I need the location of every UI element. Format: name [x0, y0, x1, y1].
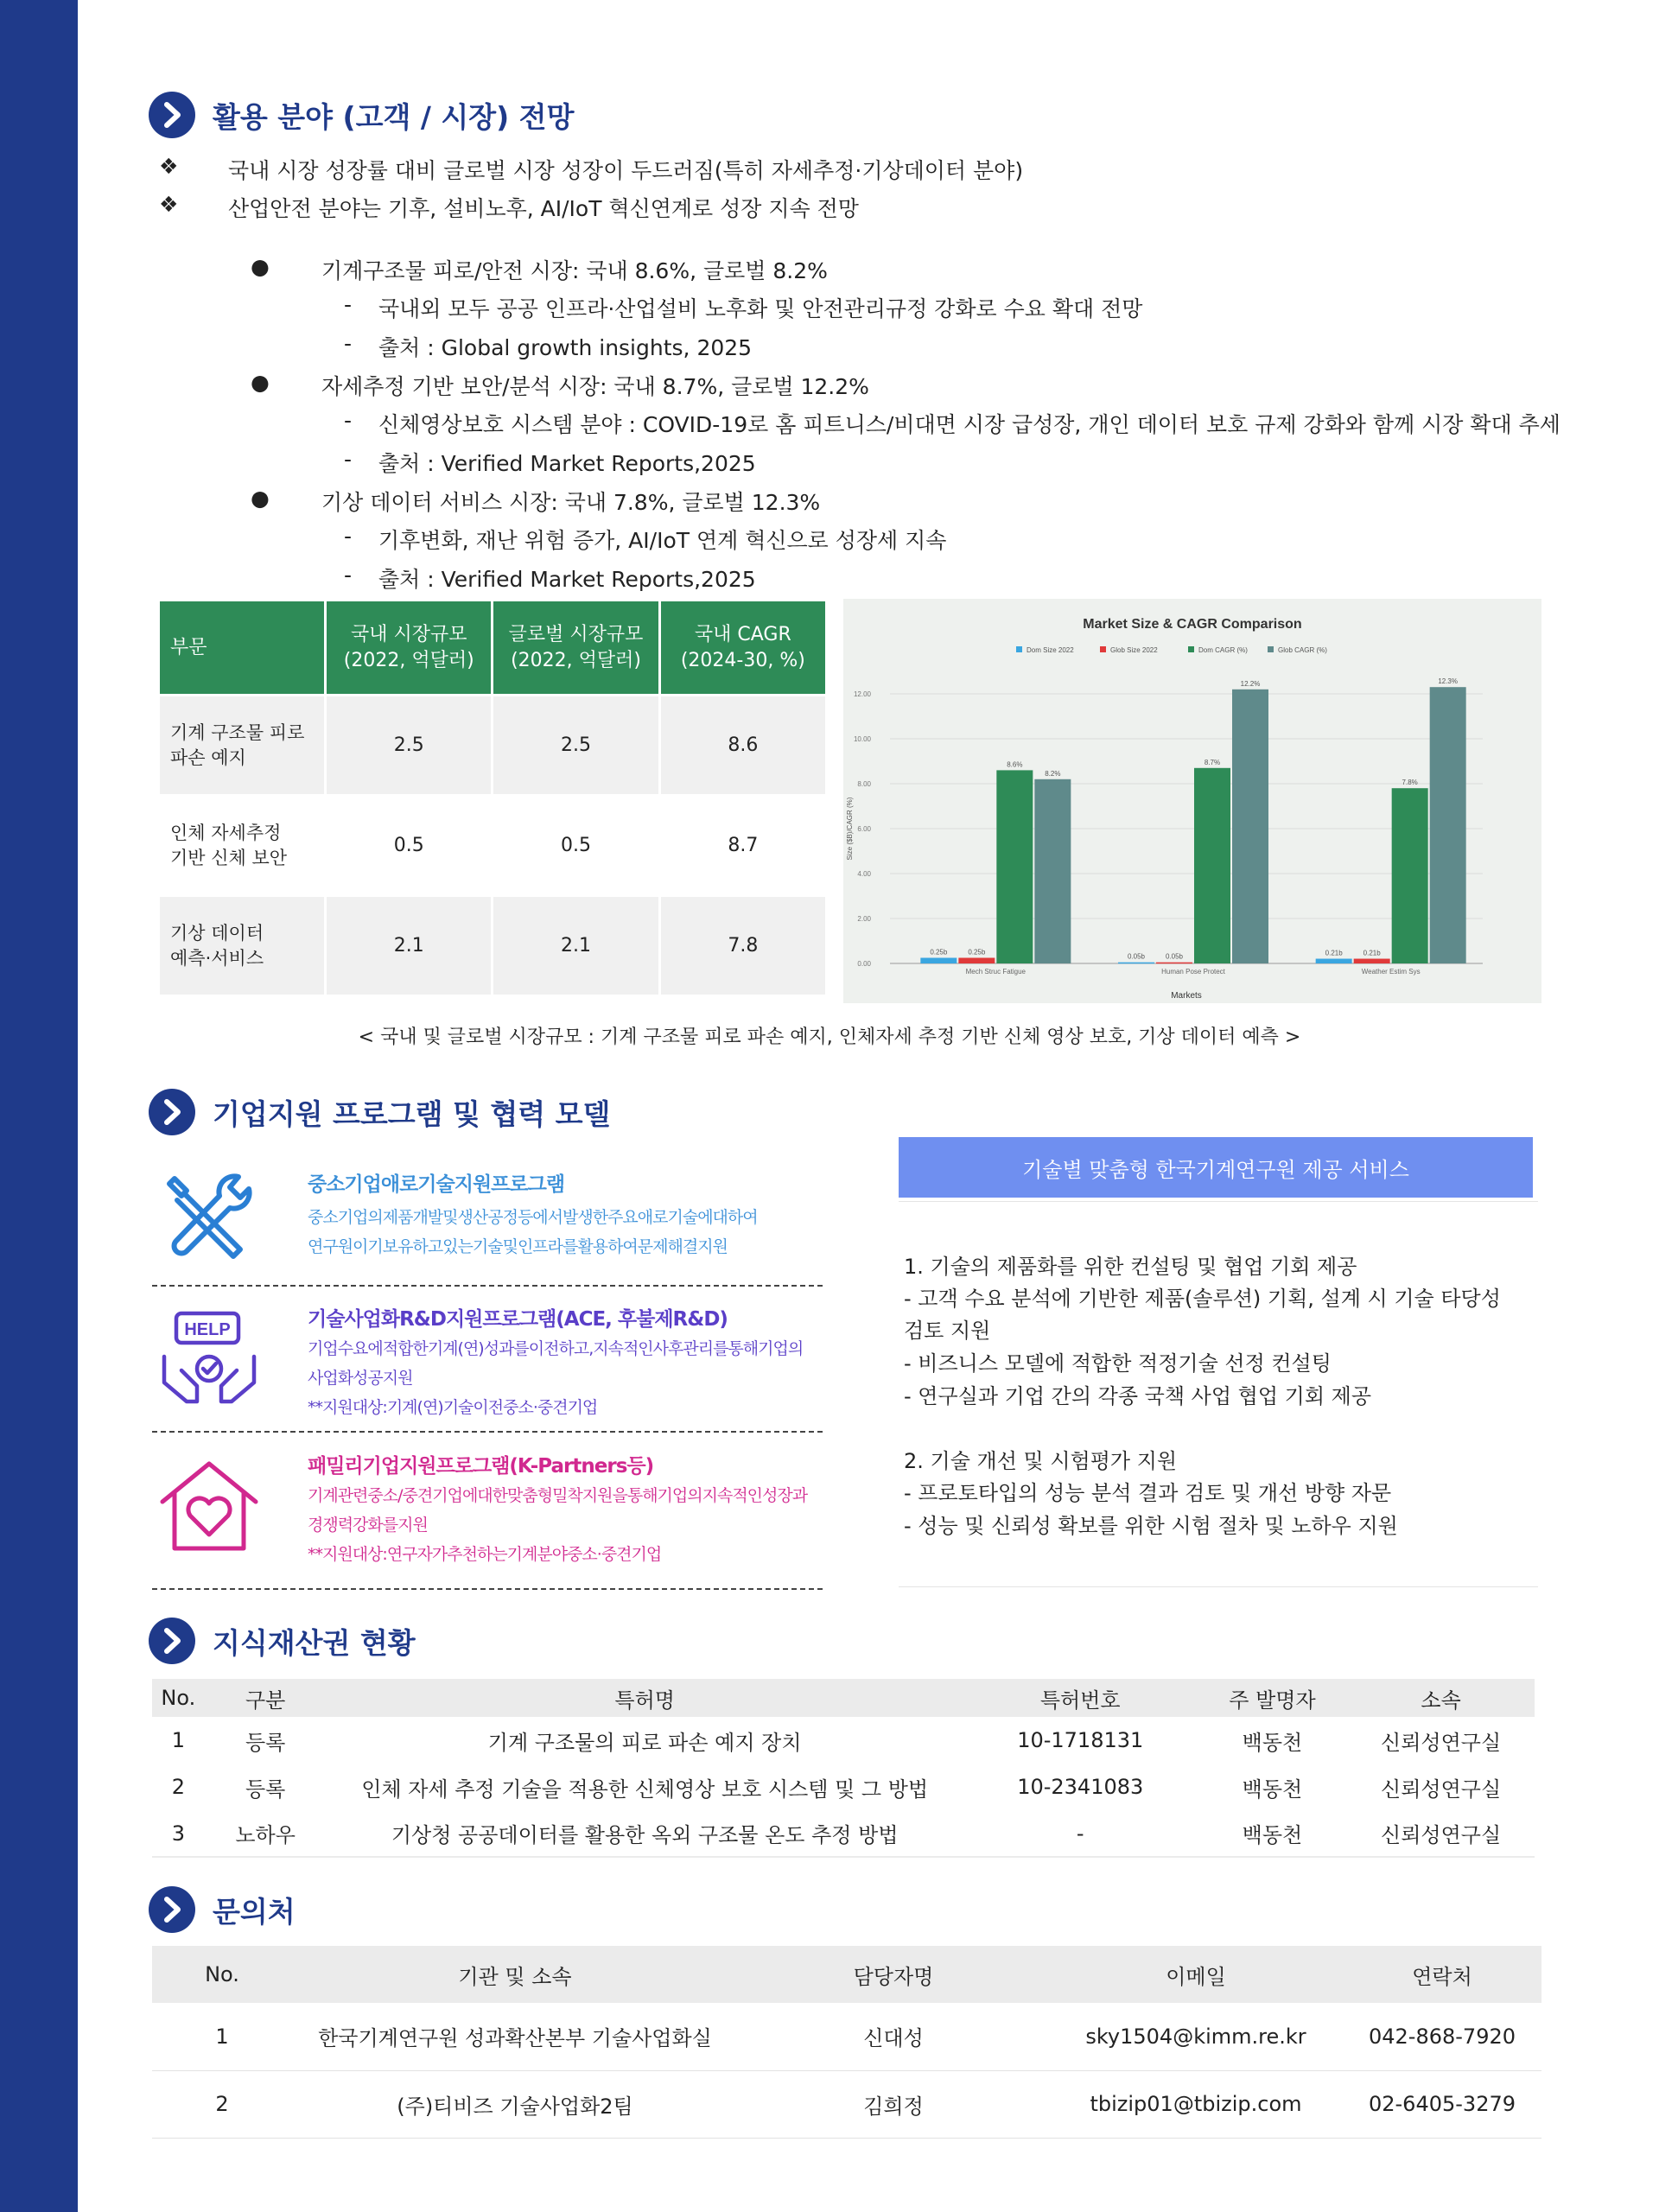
legend-label: Dom CAGR (%)	[1198, 646, 1248, 654]
bar	[920, 958, 957, 964]
table-header: 특허번호	[963, 1679, 1198, 1717]
bar	[1430, 687, 1466, 963]
legend-label: Dom Size 2022	[1027, 646, 1074, 654]
y-tick-label: 0.00	[857, 960, 871, 968]
dot-bullet-icon: ●	[251, 370, 270, 395]
table-header: 구분	[205, 1679, 327, 1717]
y-tick-label: 4.00	[857, 870, 871, 878]
table-header: No.	[152, 1946, 292, 2003]
x-axis-label: Markets	[1171, 991, 1202, 1001]
bar	[1194, 768, 1230, 963]
table-header: 기관 및 소속	[292, 1946, 738, 2003]
data-label: 12.3%	[1438, 677, 1459, 686]
bar	[1156, 963, 1192, 964]
legend-label: Glob CAGR (%)	[1278, 646, 1327, 654]
table-header: 소속	[1347, 1679, 1535, 1717]
market-source: - 출처 : Verified Market Reports,2025	[344, 563, 756, 592]
program-card: HELP 기술사업화R&D지원프로그램(ACE, 후불제R&D) 기업수요에적합한기계(연)성과를이전하고,지속적인사후관리를통해기업의 사업화성공지원 **지원대상:기계(연)기술이전중소·중견기업	[152, 1296, 823, 1426]
service-line: 2. 기술 개선 및 시험평가 지원	[904, 1449, 1178, 1473]
legend-label: Glob Size 2022	[1110, 646, 1158, 654]
email-link[interactable]: sky1504@kimm.re.kr	[1049, 2003, 1343, 2070]
bar-chart-svg	[843, 599, 1541, 1003]
bar	[1316, 959, 1352, 963]
data-label: 7.8%	[1402, 779, 1418, 787]
table-row: 인체 자세추정 기반 신체 보안 0.5 0.5 8.7	[159, 796, 827, 896]
y-tick-label: 6.00	[857, 825, 871, 833]
bar	[1034, 779, 1071, 963]
table-header: 이메일	[1049, 1946, 1343, 2003]
divider	[152, 1431, 823, 1433]
patent-table	[152, 1679, 1535, 1858]
service-line: - 성능 및 신뢰성 확보를 위한 시험 절차 및 노하우 지원	[904, 1514, 1398, 1538]
table-row: 2 등록 인체 자세 추정 기술을 적용한 신체영상 보호 시스템 및 그 방법 10-2341083 백동천 신뢰성연구실	[171, 1775, 1502, 1802]
service-header: 기술별 맞춤형 한국기계연구원 제공 서비스	[899, 1137, 1533, 1198]
table-header: 부문	[159, 601, 326, 696]
table-header: 주 발명자	[1198, 1679, 1347, 1717]
table-row: 3 노하우 기상청 공공데이터를 활용한 옥외 구조물 온도 추정 방법 - 백동천 신뢰성연구실	[152, 1810, 1535, 1857]
service-line: 검토 지원	[904, 1319, 991, 1343]
data-label: 0.25b	[930, 948, 948, 957]
table-header: 담당자명	[738, 1946, 1049, 2003]
bar	[1354, 959, 1390, 963]
legend-swatch	[1268, 646, 1274, 652]
service-line: - 비즈니스 모델에 적합한 적정기술 선정 컨설팅	[904, 1351, 1332, 1376]
bar	[958, 958, 995, 964]
data-label: 0.21b	[1363, 949, 1381, 957]
contact-table	[152, 1946, 1541, 2139]
divider	[899, 1586, 1538, 1587]
divider	[152, 1588, 823, 1590]
bar	[1118, 963, 1154, 964]
market-source: - 출처 : Verified Market Reports,2025	[344, 447, 756, 476]
data-label: 8.2%	[1045, 769, 1061, 778]
help-hands-icon	[157, 1308, 261, 1412]
y-tick-label: 2.00	[857, 915, 871, 923]
tools-icon	[157, 1166, 261, 1270]
table-header: 연락처	[1343, 1946, 1541, 2003]
bullet-line: ❖ 국내 시장 성장률 대비 글로벌 시장 성장이 두드러짐(특히 자세추정·기상데이터 분야)	[159, 154, 1024, 183]
market-source: - 출처 : Global growth insights, 2025	[344, 331, 753, 360]
section-title: 문의처	[213, 1894, 296, 1929]
section-title: 지식재산권 현황	[213, 1625, 416, 1660]
section-header-ip	[149, 1618, 416, 1664]
market-item: ● 자세추정 기반 보안/분석 시장: 국내 8.7%, 글로벌 12.2%	[251, 370, 869, 399]
program-card: 중소기업애로기술지원프로그램 중소기업의제품개발및생산공정등에서발생한주요애로기술에대하여 연구원이기보유하고있는기술및인프라를활용하여문제해결지원	[152, 1163, 823, 1284]
service-line: - 고객 수요 분석에 기반한 제품(솔루션) 기획, 설계 시 기술 타당성	[904, 1287, 1501, 1311]
table-header: 글로벌 시장규모 (2022, 억달러)	[493, 601, 659, 696]
service-line: - 연구실과 기업 간의 각종 국책 사업 협업 기회 제공	[904, 1384, 1371, 1408]
section-title: 활용 분야 (고객 / 시장) 전망	[213, 99, 575, 134]
chevron-right-icon	[149, 1618, 195, 1664]
chevron-right-icon	[149, 1886, 195, 1933]
y-tick-label: 12.00	[853, 690, 871, 698]
data-label: 8.7%	[1204, 758, 1221, 766]
table-row: 1 한국기계연구원 성과확산본부 기술사업화실 신대성 sky1504@kimm.re.kr 042-868-7920	[152, 2003, 1541, 2070]
heart-house-icon	[157, 1455, 261, 1559]
bar	[996, 770, 1033, 963]
y-tick-label: 8.00	[857, 780, 871, 788]
table-header: 국내 CAGR (2024-30, %)	[659, 601, 826, 696]
left-accent-bar	[0, 0, 78, 2212]
data-label: 0.21b	[1325, 949, 1343, 957]
section-title: 기업지원 프로그램 및 협력 모델	[213, 1096, 611, 1131]
program-card: 패밀리기업지원프로그램(K-Partners등) 기계관련중소/중견기업에대한맞춤형밀착지원을통해기업의지속적인성장과 경쟁력강화를지원 **지원대상:연구자가추천하는기계분야중소·중견기업	[152, 1443, 823, 1573]
service-line: - 프로토타입의 성능 분석 결과 검토 및 개선 방향 자문	[904, 1481, 1392, 1505]
bar	[1392, 788, 1428, 963]
section-header-programs	[149, 1089, 610, 1135]
divider	[899, 1201, 1538, 1202]
data-label: 0.05b	[1127, 952, 1146, 961]
market-item: ● 기상 데이터 서비스 시장: 국내 7.8%, 글로벌 12.3%	[251, 486, 821, 515]
chevron-right-icon	[149, 92, 195, 138]
data-label: 0.05b	[1165, 952, 1184, 961]
divider	[152, 1285, 823, 1287]
chart-title: Market Size & CAGR Comparison	[1083, 617, 1302, 632]
market-sub: - 기후변화, 재난 위험 증가, AI/IoT 연계 혁신으로 성장세 지속	[344, 524, 947, 553]
svg-text:HELP: HELP	[184, 1320, 231, 1339]
data-label: 0.25b	[968, 948, 986, 957]
chart-caption: < 국내 및 글로벌 시장규모 : 기계 구조물 피로 파손 예지, 인체자세 추정 기반 신체 영상 보호, 기상 데이터 예측 >	[358, 1027, 1301, 1048]
data-label: 8.6%	[1007, 760, 1023, 769]
y-tick-label: 10.00	[853, 735, 871, 743]
table-header: 특허명	[327, 1679, 963, 1717]
market-sub: - 국내외 모두 공공 인프라·산업설비 노후화 및 안전관리규정 강화로 수요 확대 전망	[344, 292, 1143, 321]
bar	[1232, 690, 1268, 963]
x-tick-label: Mech Struc Fatigue	[965, 968, 1027, 976]
table-row: 1 등록 기계 구조물의 피로 파손 예지 장치 10-1718131 백동천 신뢰성연구실	[171, 1728, 1502, 1755]
bullet-line: ❖ 산업안전 분야는 기후, 설비노후, AI/IoT 혁신연계로 성장 지속 전망	[159, 192, 859, 221]
market-chart	[843, 599, 1541, 1003]
email-link[interactable]: tbizip01@tbizip.com	[1049, 2070, 1343, 2138]
diamond-bullet-icon: ❖	[159, 154, 179, 179]
x-tick-label: Weather Estim Sys	[1361, 968, 1421, 976]
legend-swatch	[1188, 646, 1194, 652]
legend-swatch	[1100, 646, 1106, 652]
market-size-table	[157, 599, 828, 997]
y-axis-label: Size ($B)/CAGR (%)	[846, 797, 854, 861]
service-line: 1. 기술의 제품화를 위한 컨설팅 및 협업 기회 제공	[904, 1255, 1357, 1279]
legend-swatch	[1016, 646, 1022, 652]
x-tick-label: Human Pose Protect	[1161, 968, 1225, 976]
market-sub: - 신체영상보호 시스템 분야 : COVID-19로 홈 피트니스/비대면 시장 급성장, 개인 데이터 보호 규제 강화와 함께 시장 확대 추세	[344, 408, 1560, 437]
table-header: No.	[152, 1679, 205, 1717]
table-row: 기계 구조물 피로 파손 예지 2.5 2.5 8.6	[159, 696, 827, 796]
chevron-right-icon	[149, 1089, 195, 1135]
section-header-contact	[149, 1886, 296, 1933]
section-header-market	[149, 92, 574, 138]
dot-bullet-icon: ●	[251, 254, 270, 279]
table-header: 국내 시장규모 (2022, 억달러)	[326, 601, 493, 696]
dot-bullet-icon: ●	[251, 486, 270, 511]
market-item: ● 기계구조물 피로/안전 시장: 국내 8.6%, 글로벌 8.2%	[251, 254, 828, 283]
table-row: 2 (주)티비즈 기술사업화2팀 김희정 tbizip01@tbizip.com 02-6405-3279	[152, 2070, 1541, 2138]
diamond-bullet-icon: ❖	[159, 192, 179, 217]
table-row: 기상 데이터 예측·서비스 2.1 2.1 7.8	[159, 896, 827, 996]
data-label: 12.2%	[1240, 679, 1261, 688]
